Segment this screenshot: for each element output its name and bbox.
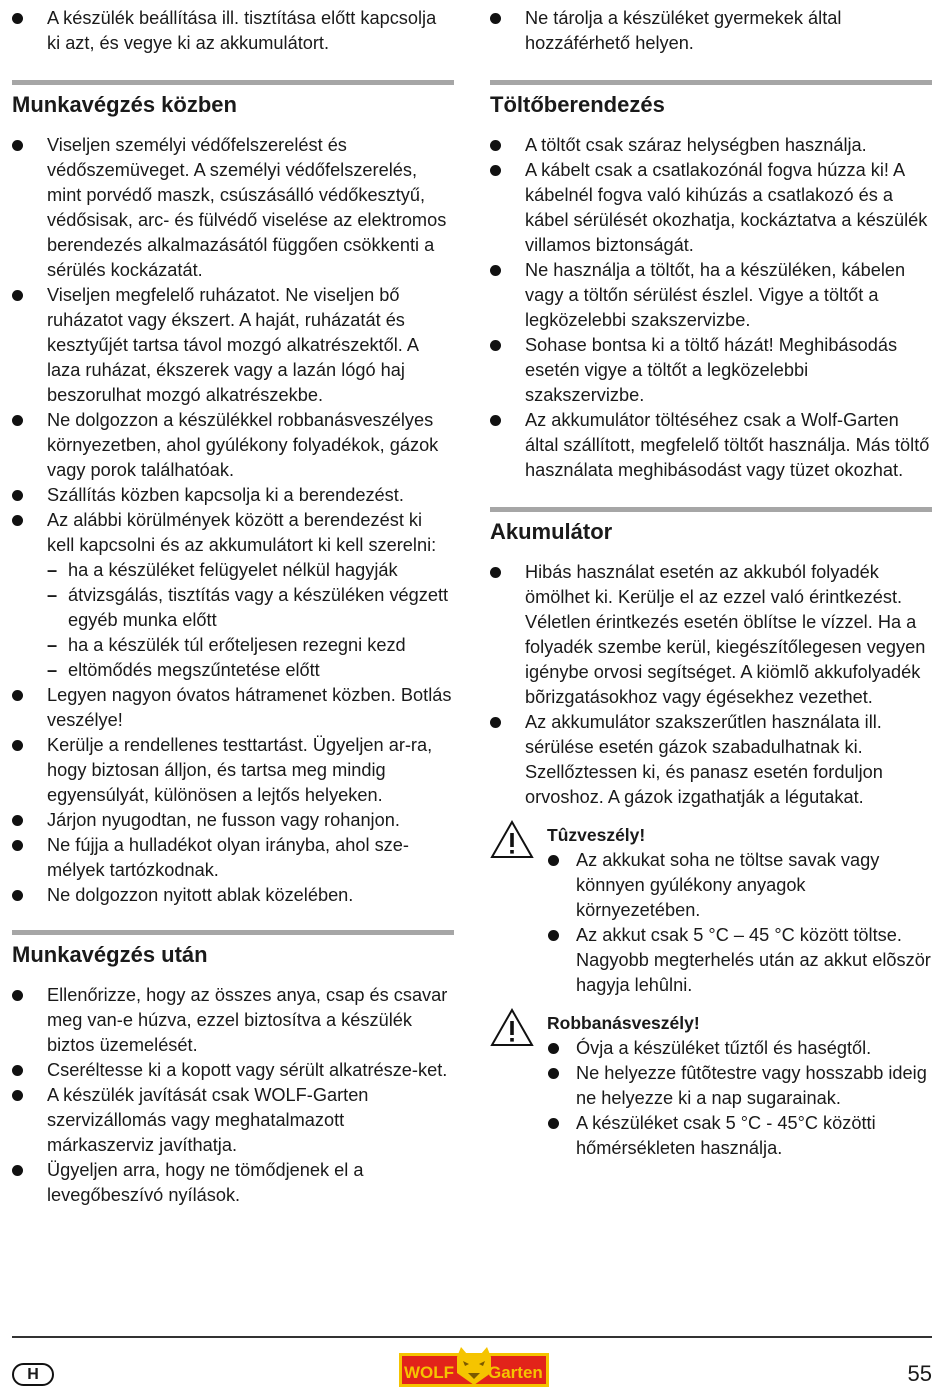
section-divider [12,80,454,85]
list-item: Legyen nagyon óvatos hátramenet közben. Botlás veszélye! [12,683,454,733]
list-item: Viseljen megfelelő ruházatot. Ne viseljen bő ruházatot vagy ékszert. A haját, ruházatát és kesztyűjét tartsa távol mozgó alkatrészektől. A laza ruházat, ékszerek vagy a lazán lógó haj beszorulhat mozgó alkatrészekbe. [12,283,454,408]
section-divider [12,930,454,935]
list-item: Hibás használat esetén az akkuból folyadék ömölhet ki. Kerülje el az ezzel való érintkezést. Véletlen érintkezés esetén öblítse le vízzel. Ha a folyadék szembe kerül, kiegészítőlegesen vegyen igénybe orvosi segítséget. A kiömlõ akkufolyadék bõrizgatásokhoz vagy égésekhez vezethet. [490,560,932,710]
bullet-icon [12,13,23,24]
list-item: Az akkumulátor szakszerűtlen használata ill. sérülése esetén gázok szabadulhatnak ki. Szellőztessen ki, és panasz esetén forduljon orvoshoz. A gázok izgathatják a légutakat. [490,710,932,810]
sub-list [47,558,454,683]
bullet-icon [12,890,23,901]
sub-list-item: – átvizsgálás, tisztítás vagy a készüléken végzett egyéb munka előtt [47,585,449,630]
sub-list-item: – eltömődés megszűntetése előtt [47,658,454,683]
sub-list-item: – ha a készüléket felügyelet nélkül hagyják [47,558,454,583]
bullet-icon [12,1090,23,1101]
list-item: Járjon nyugodtan, ne fusson vagy rohanjon. [12,808,454,833]
logo-text-garten: Garten [488,1363,543,1382]
bullet-icon [12,490,23,501]
charger-list [490,133,932,483]
list-item: Cseréltesse ki a kopott vagy sérült alkatrésze-ket. [12,1058,454,1083]
section-title-battery: Akumulátor [490,519,613,544]
bullet-icon [490,567,501,578]
bullet-icon [12,140,23,151]
bullet-icon [12,1065,23,1076]
bullet-icon [490,340,501,351]
bullet-icon [12,740,23,751]
work-list [12,133,454,908]
list-item: Óvja a készüléket tűztől és haségtől. [547,1036,932,1061]
explosion-warning [490,1011,932,1161]
bullet-icon [12,690,23,701]
page-number: 55 [907,1361,932,1386]
bullet-icon [548,930,559,941]
list-item: Szállítás közben kapcsolja ki a berendezést. [12,483,454,508]
section-title-charger: Töltőberendezés [490,92,665,117]
after-list [12,983,454,1208]
list-item: Az alábbi körülmények között a berendezést ki kell kapcsolni és az akkumulátort ki kell szerelni: – ha a készüléket felügyelet nélkül hagyják – átvizsgálás, tisztítás vagy a készüléken végzett egyéb munka előtt – ha a készülék túl erőteljesen rezegni kezd – eltömődés megszűntetése előtt [12,508,454,683]
bullet-icon [490,265,501,276]
list-item: Ellenőrizze, hogy az összes anya, csap és csavar meg van-e húzva, ezzel biztosítva a készülék biztos üzemelését. [12,983,454,1058]
section-title-after: Munkavégzés után [12,942,208,967]
section-title-work: Munkavégzés közben [12,92,237,117]
left-column [12,0,454,1208]
fire-warning [490,823,932,998]
section-divider [490,507,932,512]
list-item: A készülék beállítása ill. tisztítása előtt kapcsolja ki azt, és vegye ki az akkumulátort. [12,6,454,56]
dash-marker: – [47,660,58,680]
list-item: Kerülje a rendellenes testtartást. Ügyeljen ar-ra, hogy biztosan álljon, és tartsa meg mindig egyensúlyát, különösen a lejtős helyeken. [12,733,454,808]
warning-triangle-icon [490,1008,534,1048]
explosion-list [547,1036,932,1161]
warning-title-fire: Tûzveszély! [547,825,646,845]
wolf-garten-logo [399,1347,549,1387]
logo-text-wolf: WOLF [404,1363,455,1382]
bullet-icon [548,1068,559,1079]
list-item: Ne tárolja a készüléket gyermekek által hozzáférhető helyen. [490,6,932,56]
dash-marker: – [47,635,58,655]
bullet-icon [12,515,23,526]
list-item: A készülék javítását csak WOLF-Garten szervizállomás vagy meghatalmazott márkaszerviz javíthatja. [12,1083,454,1158]
warning-triangle-icon [490,820,534,860]
language-badge: H [12,1363,54,1386]
list-item: Ne helyezze fûtõtestre vagy hosszabb ideig ne helyezze ki a nap sugarainak. [547,1061,932,1111]
list-item: Viseljen személyi védőfelszerelést és védőszemüveget. A személyi védőfelszerelés, mint porvédő maszk, csúszásálló védőkesztyű, védősisak, arc- és fülvédő viselése az elektromos berendezés alkalmazásától függően csökkenti a sérülés kockázatát. [12,133,454,283]
list-item: Ne dolgozzon nyitott ablak közelében. [12,883,454,908]
bullet-icon [548,1118,559,1129]
bullet-icon [490,165,501,176]
footer-divider [12,1336,932,1338]
bullet-icon [12,815,23,826]
bullet-icon [548,855,559,866]
list-item: A töltőt csak száraz helységben használja. [490,133,932,158]
section-divider [490,80,932,85]
list-item: Ügyeljen arra, hogy ne tömődjenek el a levegőbeszívó nyílások. [12,1158,454,1208]
bullet-icon [490,717,501,728]
bullet-icon [12,990,23,1001]
bullet-icon [490,140,501,151]
list-item: Ne használja a töltőt, ha a készüléken, kábelen vagy a töltőn sérülést észlel. Vigye a töltőt a legközelebbi szakszervizbe. [490,258,932,333]
list-item: Az akkumulátor töltéséhez csak a Wolf-Garten által szállított, megfelelő töltőt használja. Más töltő használata meghibásodást vagy tüzet okozhat. [490,408,932,483]
list-item: Ne dolgozzon a készülékkel robbanásveszélyes környezetben, ahol gyúlékony folyadékok, gázok vagy porok találhatóak. [12,408,454,483]
list-item: Sohase bontsa ki a töltő házát! Meghibásodás esetén vigye a töltőt a legközelebbi szakszervizbe. [490,333,932,408]
warning-title-explosion: Robbanásveszély! [547,1013,700,1033]
list-item: A kábelt csak a csatlakozónál fogva húzza ki! A kábelnél fogva való kihúzás a csatlakozó és a kábel sérülését okozhatja, kockáztatva a készülék villamos biztonságát. [490,158,932,258]
bullet-icon [12,415,23,426]
list-item: Ne fújja a hulladékot olyan irányba, ahol sze-mélyek tartózkodnak. [12,833,454,883]
battery-list [490,560,932,810]
dash-marker: – [47,560,58,580]
intro-list-left [12,6,454,56]
bullet-icon [12,1165,23,1176]
list-item: A készüléket csak 5 °C - 45°C közötti hőmérsékleten használja. [547,1111,932,1161]
list-item: Az akkut csak 5 °C – 45 °C között töltse. Nagyobb megterhelés után az akkut elõször hagyja lehûlni. [547,923,932,998]
list-item: Az akkukat soha ne töltse savak vagy könnyen gyúlékony anyagok környezetében. [547,848,932,923]
fire-list [547,848,932,998]
right-column [490,0,932,1161]
bullet-icon [490,13,501,24]
bullet-icon [12,290,23,301]
intro-list-right [490,6,932,56]
bullet-icon [12,840,23,851]
bullet-icon [548,1043,559,1054]
sub-list-item: – ha a készülék túl erőteljesen rezegni kezd [47,633,454,658]
bullet-icon [490,415,501,426]
dash-marker: – [47,585,58,605]
